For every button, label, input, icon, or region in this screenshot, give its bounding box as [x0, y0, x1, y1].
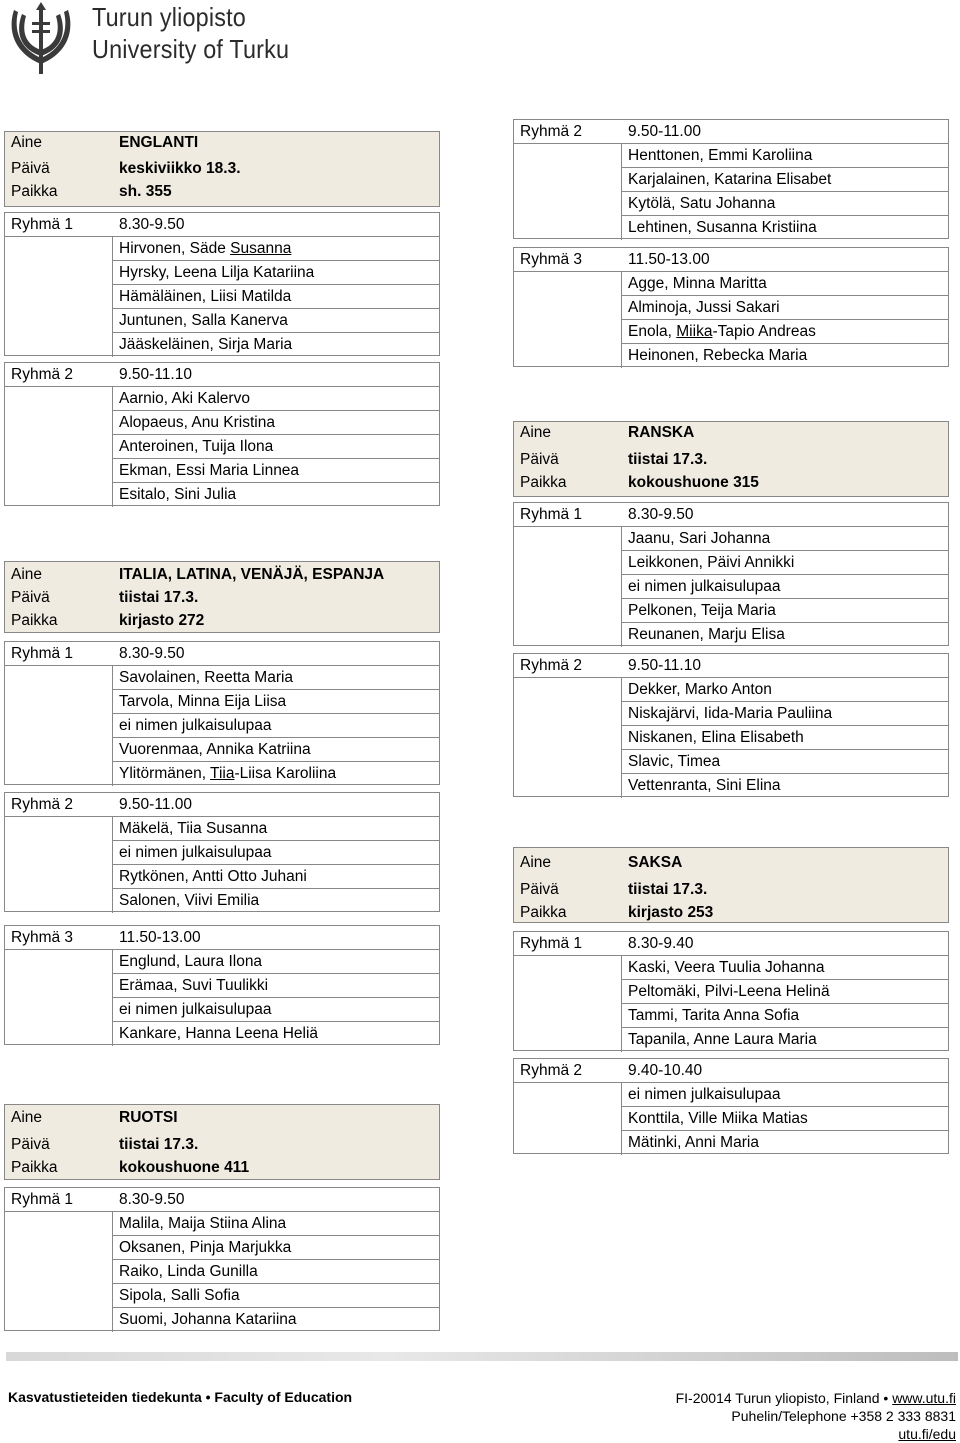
- group-label: Ryhmä 1: [11, 645, 74, 662]
- paikka-value: sh. 355: [119, 183, 172, 200]
- student-name: Pelkonen, Teija Maria: [628, 602, 776, 619]
- group-label: Ryhmä 2: [520, 123, 583, 140]
- group-time: 11.50-13.00: [119, 929, 201, 946]
- paiva-label: Päivä: [11, 160, 50, 177]
- student-name: Tarvola, Minna Eija Liisa: [119, 693, 287, 710]
- student-name: Kankare, Hanna Leena Heliä: [119, 1025, 319, 1042]
- group-label: Ryhmä 1: [520, 935, 583, 952]
- student-name: Slavic, Timea: [628, 753, 721, 770]
- group-time: 9.50-11.10: [628, 657, 701, 674]
- unit-website-link[interactable]: utu.fi/edu: [898, 1426, 956, 1442]
- paiva-label: Päivä: [520, 451, 559, 468]
- student-name: ei nimen julkaisulupaa: [119, 1001, 272, 1018]
- student-name: Hirvonen, Säde Susanna: [119, 240, 292, 257]
- student-name: Leikkonen, Päivi Annikki: [628, 554, 795, 571]
- group-italia-2: [4, 792, 440, 912]
- student-name: ei nimen julkaisulupaa: [119, 844, 272, 861]
- aine-label: Aine: [11, 566, 43, 583]
- footer-rule: [6, 1352, 958, 1361]
- student-name: Alminoja, Jussi Sakari: [628, 299, 780, 316]
- student-name: Alopaeus, Anu Kristina: [119, 414, 275, 431]
- university-emblem-icon: [8, 0, 74, 78]
- student-name: Hyrsky, Leena Lilja Katariina: [119, 264, 315, 281]
- student-name: Peltomäki, Pilvi-Leena Helinä: [628, 983, 830, 1000]
- student-name: Karjalainen, Katarina Elisabet: [628, 171, 832, 188]
- group-time: 8.30-9.50: [119, 1191, 185, 1208]
- student-name: Heinonen, Rebecka Maria: [628, 347, 808, 364]
- student-name: Agge, Minna Maritta: [628, 275, 767, 292]
- phone-line: Puhelin/Telephone +358 2 333 8831: [731, 1408, 956, 1424]
- student-name: Tapanila, Anne Laura Maria: [628, 1031, 817, 1048]
- paiva-label: Päivä: [11, 1136, 50, 1153]
- paikka-value: kokoushuone 411: [119, 1159, 250, 1176]
- group-label: Ryhmä 3: [11, 929, 74, 946]
- paiva-value: tiistai 17.3.: [119, 589, 199, 606]
- paikka-label: Paikka: [11, 1159, 58, 1176]
- student-name: Englund, Laura Ilona: [119, 953, 263, 970]
- student-name: Suomi, Johanna Katariina: [119, 1311, 297, 1328]
- student-name: Juntunen, Salla Kanerva: [119, 312, 288, 329]
- group-label: Ryhmä 2: [520, 1062, 583, 1079]
- student-name: Kaski, Veera Tuulia Johanna: [628, 959, 825, 976]
- paikka-label: Paikka: [520, 904, 567, 921]
- group-time: 9.40-10.40: [628, 1062, 703, 1079]
- student-name: Ylitörmänen, Tiia-Liisa Karoliina: [119, 765, 337, 782]
- paiva-label: Päivä: [11, 589, 50, 606]
- group-englanti-2: [4, 362, 440, 506]
- group-italia-3: [4, 925, 440, 1045]
- website-link[interactable]: www.utu.fi: [892, 1390, 956, 1406]
- student-name: Vettenranta, Sini Elina: [628, 777, 781, 794]
- student-name: Salonen, Viivi Emilia: [119, 892, 260, 909]
- student-name: Sipola, Salli Sofia: [119, 1287, 240, 1304]
- subject-header-englanti: [4, 131, 440, 207]
- university-name-fi: Turun yliopisto: [92, 2, 247, 32]
- paikka-value: kirjasto 272: [119, 612, 205, 629]
- student-name: Mäkelä, Tiia Susanna: [119, 820, 268, 837]
- student-name: Niskajärvi, Iida-Maria Pauliina: [628, 705, 833, 722]
- student-name: Niskanen, Elina Elisabeth: [628, 729, 804, 746]
- group-ranska-1: [513, 502, 949, 646]
- group-time: 9.50-11.10: [119, 366, 192, 383]
- aine-value: SAKSA: [628, 854, 683, 871]
- subject-header-ruotsi: [4, 1104, 440, 1180]
- student-name: ei nimen julkaisulupaa: [628, 1086, 781, 1103]
- paiva-value: keskiviikko 18.3.: [119, 160, 241, 177]
- aine-value: ITALIA, LATINA, VENÄJÄ, ESPANJA: [119, 566, 385, 583]
- student-name: Aarnio, Aki Kalervo: [119, 390, 250, 407]
- student-name: Ekman, Essi Maria Linnea: [119, 462, 300, 479]
- group-saksa-1: [513, 931, 949, 1051]
- group-label: Ryhmä 1: [11, 1191, 74, 1208]
- paiva-value: tiistai 17.3.: [628, 451, 708, 468]
- paiva-label: Päivä: [520, 881, 559, 898]
- student-name: Mätinki, Anni Maria: [628, 1134, 759, 1151]
- aine-label: Aine: [520, 424, 552, 441]
- paikka-label: Paikka: [11, 612, 58, 629]
- student-name: Hämäläinen, Liisi Matilda: [119, 288, 292, 305]
- aine-value: RUOTSI: [119, 1109, 178, 1126]
- group-label: Ryhmä 2: [11, 366, 74, 383]
- group-label: Ryhmä 2: [11, 796, 74, 813]
- student-name: Erämaa, Suvi Tuulikki: [119, 977, 269, 994]
- student-name: ei nimen julkaisulupaa: [628, 578, 781, 595]
- subject-header-ranska: [513, 421, 949, 497]
- student-name: Jääskeläinen, Sirja Maria: [119, 336, 293, 353]
- paiva-value: tiistai 17.3.: [628, 881, 708, 898]
- group-ranska-2: [513, 653, 949, 797]
- student-name: Oksanen, Pinja Marjukka: [119, 1239, 292, 1256]
- aine-label: Aine: [520, 854, 552, 871]
- aine-value: RANSKA: [628, 424, 695, 441]
- group-time: 8.30-9.50: [628, 506, 694, 523]
- paiva-value: tiistai 17.3.: [119, 1136, 199, 1153]
- group-label: Ryhmä 1: [11, 216, 74, 233]
- group-time: 11.50-13.00: [628, 251, 710, 268]
- contact-info: [676, 1389, 956, 1443]
- student-name: Rytkönen, Antti Otto Juhani: [119, 868, 307, 885]
- student-name: ei nimen julkaisulupaa: [119, 717, 272, 734]
- group-label: Ryhmä 1: [520, 506, 583, 523]
- student-name: Tammi, Tarita Anna Sofia: [628, 1007, 800, 1024]
- group-italia-1: [4, 641, 440, 785]
- student-name: Lehtinen, Susanna Kristiina: [628, 219, 817, 236]
- aine-label: Aine: [11, 134, 43, 151]
- group-englanti-1: [4, 212, 440, 356]
- university-name-en: University of Turku: [92, 34, 290, 64]
- aine-label: Aine: [11, 1109, 43, 1126]
- student-name: Enola, Miika-Tapio Andreas: [628, 323, 816, 340]
- group-time: 9.50-11.00: [119, 796, 192, 813]
- student-name: Savolainen, Reetta Maria: [119, 669, 294, 686]
- student-name: Jaanu, Sari Johanna: [628, 530, 771, 547]
- group-saksa-2: [513, 1058, 949, 1154]
- paikka-value: kokoushuone 315: [628, 474, 759, 491]
- group-ruotsi-1: [4, 1187, 440, 1331]
- group-label: Ryhmä 3: [520, 251, 583, 268]
- subject-header-italia: [4, 561, 440, 633]
- student-name: Vuorenmaa, Annika Katriina: [119, 741, 311, 758]
- student-name: Konttila, Ville Miika Matias: [628, 1110, 808, 1127]
- paikka-value: kirjasto 253: [628, 904, 714, 921]
- address-line: FI-20014 Turun yliopisto, Finland •: [675, 1390, 889, 1406]
- group-time: 8.30-9.40: [628, 935, 694, 952]
- student-name: Malila, Maija Stiina Alina: [119, 1215, 287, 1232]
- group-time: 9.50-11.00: [628, 123, 701, 140]
- group-englanti-cont-3: [513, 247, 949, 367]
- group-label: Ryhmä 2: [520, 657, 583, 674]
- paikka-label: Paikka: [11, 183, 58, 200]
- paikka-label: Paikka: [520, 474, 567, 491]
- faculty-name: Kasvatustieteiden tiedekunta • Faculty of Education: [8, 1389, 353, 1405]
- university-logo: [8, 0, 290, 80]
- subject-header-saksa: [513, 847, 949, 923]
- group-time: 8.30-9.50: [119, 216, 185, 233]
- group-englanti-cont-2: [513, 119, 949, 239]
- student-name: Esitalo, Sini Julia: [119, 486, 237, 503]
- student-name: Kytölä, Satu Johanna: [628, 195, 776, 212]
- student-name: Raiko, Linda Gunilla: [119, 1263, 258, 1280]
- group-time: 8.30-9.50: [119, 645, 185, 662]
- aine-value: ENGLANTI: [119, 134, 199, 151]
- student-name: Anteroinen, Tuija Ilona: [119, 438, 274, 455]
- student-name: Henttonen, Emmi Karoliina: [628, 147, 813, 164]
- student-name: Reunanen, Marju Elisa: [628, 626, 785, 643]
- student-name: Dekker, Marko Anton: [628, 681, 772, 698]
